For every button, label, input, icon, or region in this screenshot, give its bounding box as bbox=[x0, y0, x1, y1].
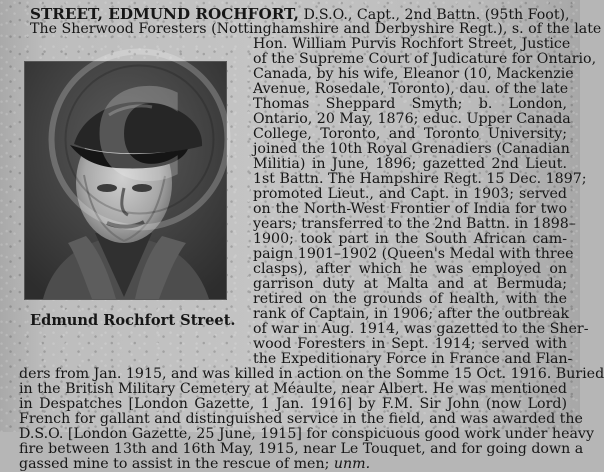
entry-line: the Expeditionary Force in France and Flan- bbox=[253, 351, 573, 367]
entry-line: Hon. William Purvis Rochfort Street, Justice bbox=[253, 36, 571, 52]
entry-line: Militia) in June, 1896; gazetted 2nd Lieut. bbox=[253, 156, 567, 172]
entry-line: in the British Military Cemetery at Méaulte, near Albert. He was mentioned bbox=[19, 381, 567, 397]
entry-line: 1900; took part in the South African cam- bbox=[253, 231, 567, 247]
soldier-portrait-icon bbox=[25, 62, 226, 299]
marital-status: unm. bbox=[333, 456, 371, 472]
entry-line: Canada, by his wife, Eleanor (10, Mackenzie bbox=[253, 66, 574, 82]
entry-line: of war in Aug. 1914, was gazetted to the Sher- bbox=[253, 321, 589, 337]
entry-line: clasps), after which he was employed on bbox=[253, 261, 567, 277]
entry-line: rank of Captain, in 1906; after the outbreak bbox=[253, 306, 570, 322]
watermark-letter: C bbox=[93, 62, 186, 209]
name-heading: STREET, EDMUND ROCHFORT, bbox=[30, 5, 299, 23]
entry-line: 1st Battn. The Hampshire Regt. 15 Dec. 1897; bbox=[253, 171, 587, 187]
entry-line: ders from Jan. 1915, and was killed in action on the Somme 15 Oct. 1916. Buried bbox=[19, 366, 604, 382]
portrait-caption: Edmund Rochfort Street. bbox=[30, 312, 236, 329]
entry-line: joined the 10th Royal Grenadiers (Canadian bbox=[253, 141, 570, 157]
entry-line: retired on the grounds of health, with the bbox=[253, 291, 567, 307]
entry-line: garrison duty at Malta and at Bermuda; bbox=[253, 276, 567, 292]
entry-line: French for gallant and distinguished service in the field, and was awarded the bbox=[19, 411, 583, 427]
entry-line: of the Supreme Court of Judicature for Ontario, bbox=[253, 51, 597, 67]
entry-line: wood Foresters in Sept. 1914; served with bbox=[253, 336, 567, 352]
entry-line: College, Toronto, and Toronto University; bbox=[253, 126, 567, 142]
entry-line: The Sherwood Foresters (Nottinghamshire and Derbyshire Regt.), s. of the late bbox=[30, 21, 602, 37]
entry-line: fire between 13th and 16th May, 1915, near Le Touquet, and for going down a bbox=[19, 441, 584, 457]
rank-and-regiment: D.S.O., Capt., 2nd Battn. (95th Foot), bbox=[298, 7, 570, 23]
final-entry-text: gassed mine to assist in the rescue of men; bbox=[19, 456, 330, 472]
entry-line: Ontario, 20 May, 1876; educ. Upper Canada bbox=[253, 111, 571, 127]
entry-line: promoted Lieut., and Capt. in 1903; served bbox=[253, 186, 567, 202]
portrait-photo bbox=[24, 61, 227, 300]
entry-line: years; transferred to the 2nd Battn. in 1898– bbox=[253, 216, 576, 232]
entry-line: D.S.O. [London Gazette, 25 June, 1915] for conspicuous good work under heavy bbox=[19, 426, 594, 442]
entry-line: in Despatches [London Gazette, 1 Jan. 1916] by F.M. Sir John (now Lord) bbox=[19, 396, 567, 412]
entry-line: paign 1901–1902 (Queen's Medal with three bbox=[253, 246, 574, 262]
entry-line: Thomas Sheppard Smyth; b. London, bbox=[253, 96, 567, 112]
entry-line: on the North-West Frontier of India for two bbox=[253, 201, 567, 217]
entry-line: Avenue, Rosedale, Toronto), dau. of the late bbox=[253, 81, 569, 97]
entry-final-line bbox=[19, 457, 567, 472]
